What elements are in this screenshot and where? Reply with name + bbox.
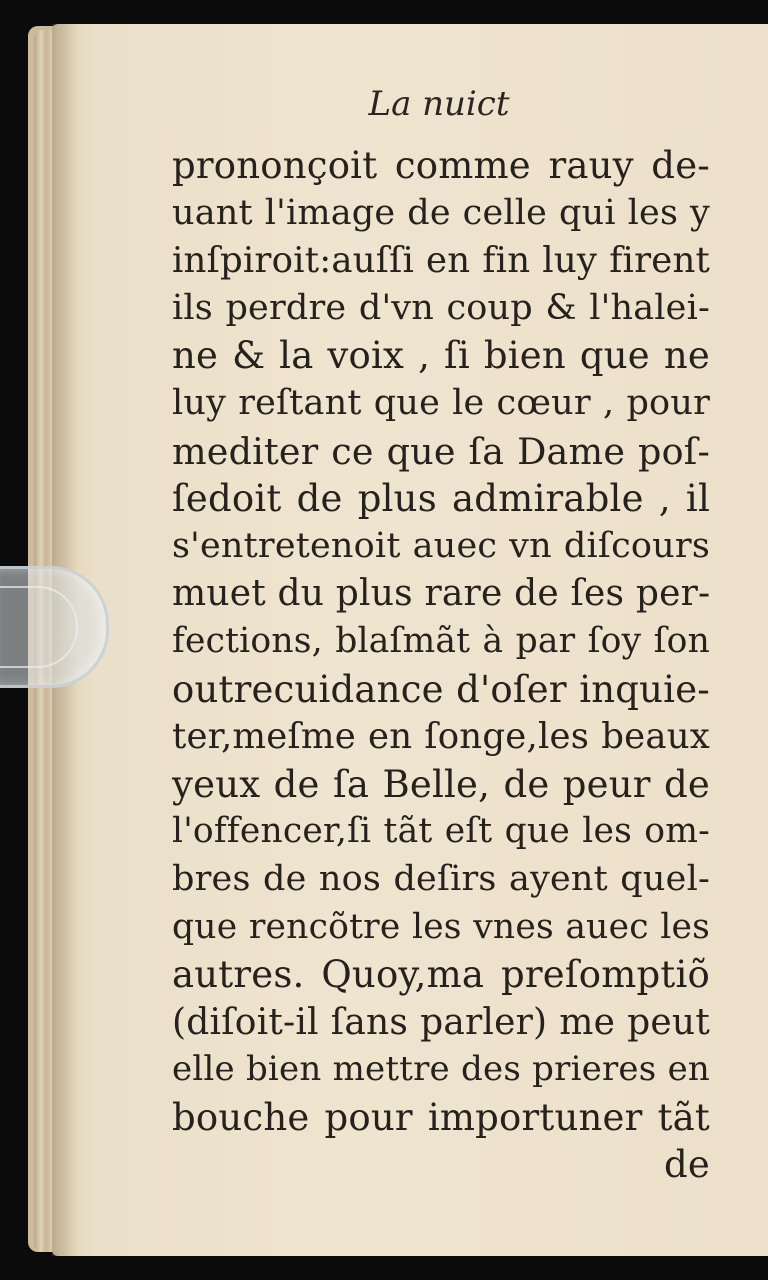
running-head: La nuict xyxy=(368,84,510,124)
text-line: l'offencer,ſi tãt eſt que les om- xyxy=(172,811,710,852)
text-line: bouche pour importuner tãt xyxy=(172,1095,710,1139)
text-line: (diſoit-il ſans parler) me peut xyxy=(172,1001,710,1043)
text-line: ter,meſme en ſonge,les beaux xyxy=(172,716,710,758)
text-line: autres. Quoy,ma preſomptiõ xyxy=(172,953,710,997)
catchword: de xyxy=(664,1143,710,1187)
text-line: elle bien mettre des prieres en xyxy=(172,1049,710,1090)
text-line: mediter ce que ſa Dame poſ- xyxy=(172,429,710,473)
page-clip-inner xyxy=(0,586,78,668)
text-line: ſedoit de plus admirable , il xyxy=(172,477,710,521)
text-line: fections, blaſmãt à par ſoy ſon xyxy=(172,620,710,661)
text-line: bres de nos deſirs ayent quel- xyxy=(172,858,710,899)
text-line: inſpiroit:auſſi en fin luy firent xyxy=(172,240,710,282)
text-line: s'entretenoit auec vn diſcours xyxy=(172,525,710,566)
text-line: ils perdre d'vn coup & l'halei- xyxy=(172,287,710,328)
text-line: que rencõtre les vnes auec les xyxy=(172,906,710,947)
text-block xyxy=(172,142,710,1189)
text-line: muet du plus rare de ſes per- xyxy=(172,573,711,615)
text-line: luy reſtant que le cœur , pour xyxy=(172,382,710,423)
text-line: uant l'image de celle qui les y xyxy=(172,192,710,233)
text-line: ne & la voix , ſi bien que ne xyxy=(172,334,710,378)
text-line: prononçoit comme rauy de- xyxy=(172,144,710,187)
text-line: yeux de ſa Belle, de peur de xyxy=(172,762,710,806)
text-line: outrecuidance d'oſer inquie- xyxy=(172,667,710,711)
